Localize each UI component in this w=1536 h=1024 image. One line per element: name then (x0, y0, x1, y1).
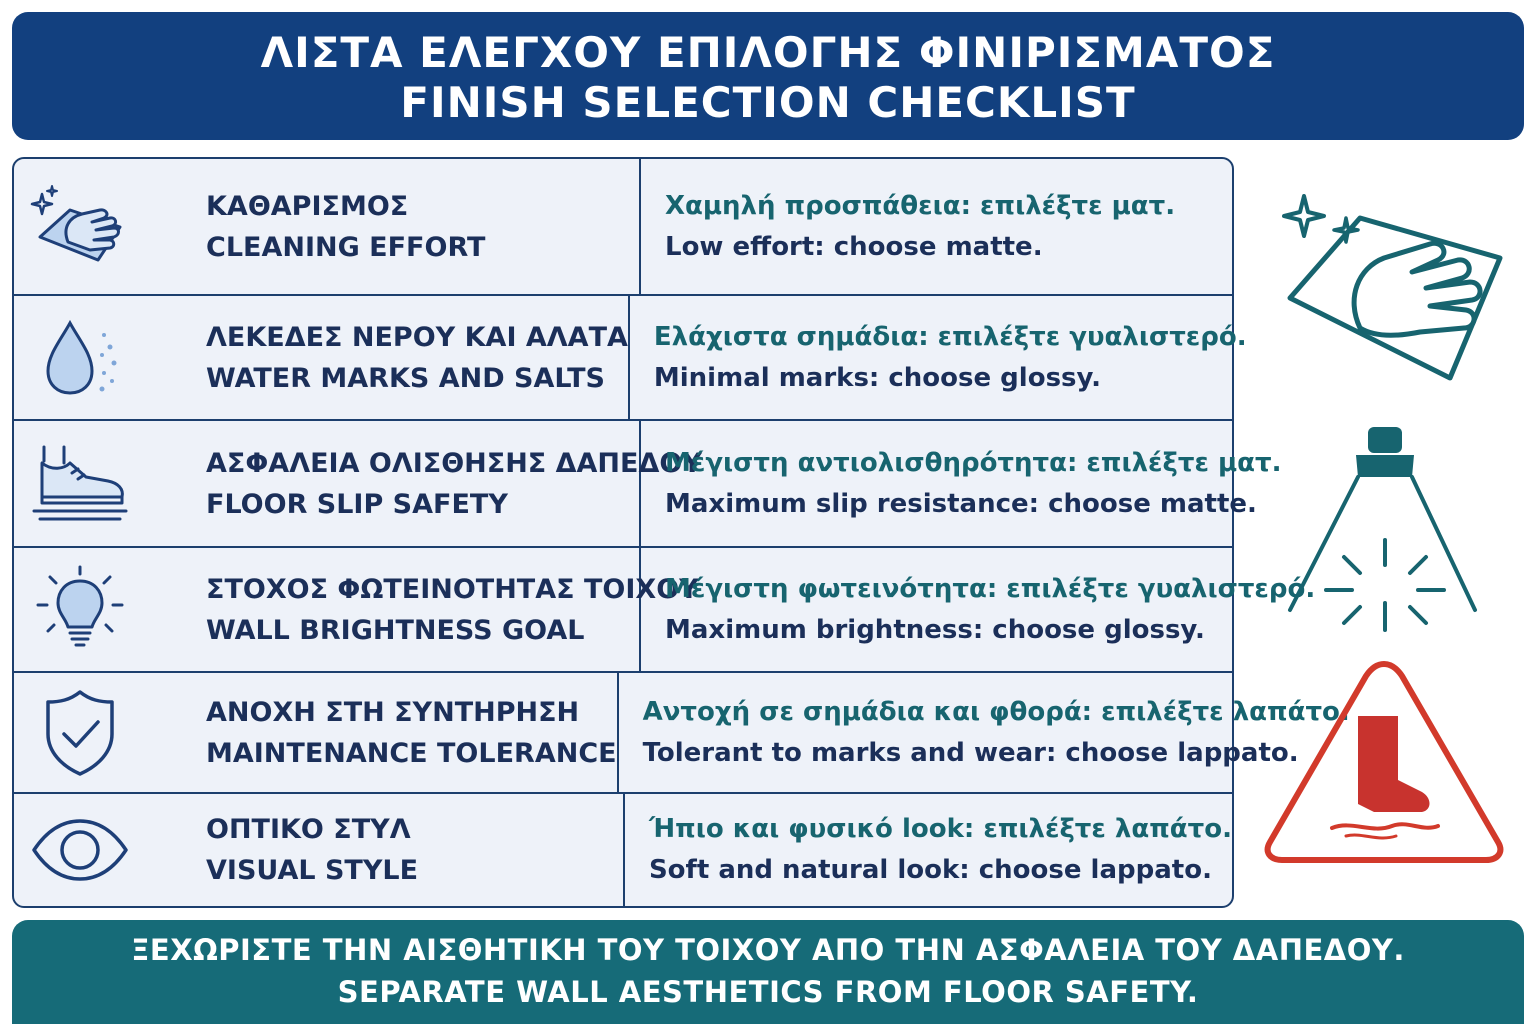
slip-warning-icon (1262, 656, 1506, 866)
criterion-label-english: FLOOR SLIP SAFETY (206, 488, 508, 520)
header-banner (12, 12, 1524, 140)
advice-english: Low effort: choose matte. (665, 231, 1043, 262)
criterion-label-greek: ΣΤΟΧΟΣ ΦΩΤΕΙΝΟΤΗΤΑΣ ΤΟΙΧΟΥ (206, 573, 699, 605)
advice-greek: Αντοχή σε σημάδια και φθορά: επιλέξτε λαπάτο. (642, 696, 1350, 727)
advice-english: Tolerant to marks and wear: choose lappato. (642, 737, 1299, 768)
advice-cell (619, 673, 1350, 792)
eye-icon (14, 794, 146, 906)
advice-english: Maximum brightness: choose glossy. (665, 614, 1205, 645)
criterion-cell (14, 421, 702, 546)
criterion-label-greek: ΑΝΟΧΗ ΣΤΗ ΣΥΝΤΗΡΗΣΗ (206, 696, 580, 728)
advice-greek: Χαμηλή προσπάθεια: επιλέξτε ματ. (665, 190, 1176, 221)
advice-greek: Ήπιο και φυσικό look: επιλέξτε λαπάτο. (648, 814, 1232, 844)
advice-greek: Ελάχιστα σημάδια: επιλέξτε γυαλιστερό. (653, 321, 1247, 352)
criterion-cell (14, 548, 699, 671)
advice-english: Soft and natural look: choose lappato. (648, 855, 1212, 885)
footer-banner (12, 920, 1524, 1024)
table-row (14, 671, 1350, 792)
table-row (14, 419, 1282, 546)
ceiling-light-icon (1280, 425, 1490, 640)
criterion-label-english: MAINTENANCE TOLERANCE (206, 737, 617, 769)
advice-greek: Μέγιστη αντιολισθηρότητα: επιλέξτε ματ. (665, 447, 1282, 478)
water-drop-icon (14, 296, 146, 419)
criterion-cell (14, 794, 625, 906)
criterion-label-english: WATER MARKS AND SALTS (206, 362, 605, 394)
advice-greek: Μέγιστη φωτεινότητα: επιλέξτε γυαλιστερό. (665, 573, 1316, 604)
criterion-cell (14, 159, 641, 294)
criterion-label-greek: ΟΠΤΙΚΟ ΣΤΥΛ (206, 814, 411, 845)
advice-english: Maximum slip resistance: choose matte. (665, 488, 1257, 519)
table-row (14, 546, 1316, 671)
criterion-label-english: VISUAL STYLE (206, 855, 419, 886)
shield-check-icon (14, 673, 146, 792)
table-row (14, 792, 1232, 906)
criterion-label-greek: ΛΕΚΕΔΕΣ ΝΕΡΟΥ ΚΑΙ ΑΛΑΤΑ (206, 321, 628, 353)
checklist-table (12, 157, 1350, 908)
table-row (14, 159, 1232, 294)
criterion-label-english: WALL BRIGHTNESS GOAL (206, 614, 585, 646)
title-english: FINISH SELECTION CHECKLIST (400, 78, 1136, 127)
advice-cell (641, 548, 1315, 671)
shoe-icon (14, 421, 146, 546)
advice-cell (630, 296, 1247, 419)
wiping-hand-icon (1280, 178, 1520, 398)
advice-cell (641, 421, 1281, 546)
advice-cell (625, 794, 1232, 906)
criterion-cell (14, 296, 630, 419)
footer-greek: ΞΕΧΩΡΙΣΤΕ ΤΗΝ ΑΙΣΘΗΤΙΚΗ ΤΟΥ ΤΟΙΧΟΥ ΑΠΟ ΤΗΝ ΑΣΦΑΛΕΙΑ ΤΟΥ ΔΑΠΕΔΟΥ. (131, 933, 1405, 967)
advice-cell (641, 159, 1232, 294)
title-greek: ΛΙΣΤΑ ΕΛΕΓΧΟΥ ΕΠΙΛΟΓΗΣ ΦΙΝΙΡΙΣΜΑΤΟΣ (260, 28, 1276, 77)
table-row (14, 294, 1247, 419)
cleaning-cloth-icon (14, 159, 146, 294)
advice-english: Minimal marks: choose glossy. (653, 362, 1101, 393)
criterion-cell (14, 673, 619, 792)
light-bulb-icon (14, 548, 146, 671)
criterion-label-greek: ΑΣΦΑΛΕΙΑ ΟΛΙΣΘΗΣΗΣ ΔΑΠΕΔΟΥ (206, 447, 702, 479)
criterion-label-greek: ΚΑΘΑΡΙΣΜΟΣ (206, 190, 409, 222)
criterion-label-english: CLEANING EFFORT (206, 231, 486, 263)
footer-english: SEPARATE WALL AESTHETICS FROM FLOOR SAFETY. (337, 975, 1199, 1009)
